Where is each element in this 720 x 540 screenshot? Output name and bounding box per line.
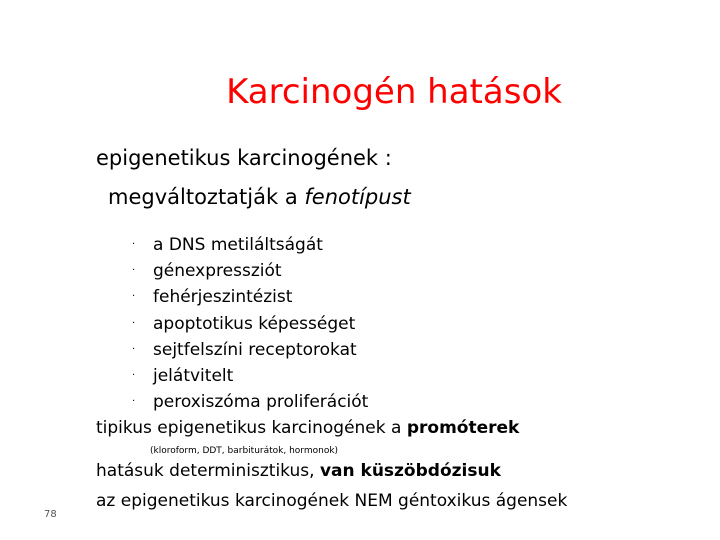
bullet-text: fehérjeszintézist: [153, 287, 293, 308]
bullet-text: génexpressziót: [153, 261, 282, 282]
bullet-icon: ·: [132, 343, 136, 355]
bullet-icon: ·: [132, 369, 136, 381]
bullet-icon: ·: [132, 317, 136, 329]
examples-note: (kloroform, DDT, barbiturátok, hormonok): [150, 446, 339, 456]
bullet-icon: ·: [132, 239, 136, 250]
subtitle-colon: :: [378, 146, 392, 170]
list-item: [132, 258, 368, 284]
threshold-line: [96, 461, 501, 481]
slide-title: Karcinogén hatások: [226, 72, 562, 112]
subtitle-main: epigenetikus karcinogének: [96, 146, 379, 170]
list-item: [132, 232, 368, 258]
bullet-list: [132, 232, 368, 415]
bullet-text: peroxiszóma proliferációt: [153, 392, 369, 413]
bullet-text: a DNS metiláltságát: [153, 235, 323, 255]
non-genotoxic-line: az epigenetikus karcinogének NEM géntoxikus ágensek: [96, 491, 568, 511]
page-number: 78: [44, 509, 57, 520]
threshold-bold: van küszöbdózisuk: [319, 461, 501, 481]
list-item: [132, 389, 368, 415]
bullet-text: sejtfelszíni receptorokat: [153, 339, 357, 360]
subtitle-line-2-italic: fenotípust: [304, 185, 411, 209]
promoters-bold: promóterek: [406, 418, 520, 438]
bullet-icon: ·: [132, 291, 136, 303]
promoters-line: [96, 418, 519, 438]
bullet-icon: ·: [132, 396, 136, 408]
bullet-text: jelátvitelt: [153, 365, 234, 386]
promoters-prefix: tipikus epigenetikus karcinogének a: [96, 418, 407, 438]
bullet-icon: ·: [132, 265, 136, 277]
subtitle-line-1: [96, 146, 392, 170]
threshold-prefix: hatásuk determinisztikus,: [96, 461, 320, 481]
list-item: [132, 311, 368, 337]
list-item: [132, 363, 368, 389]
list-item: [132, 284, 368, 310]
bullet-text: apoptotikus képességet: [153, 313, 356, 334]
subtitle-line-2-prefix: megváltoztatják a: [108, 185, 305, 209]
subtitle-line-2: [108, 185, 411, 209]
list-item: [132, 337, 368, 363]
